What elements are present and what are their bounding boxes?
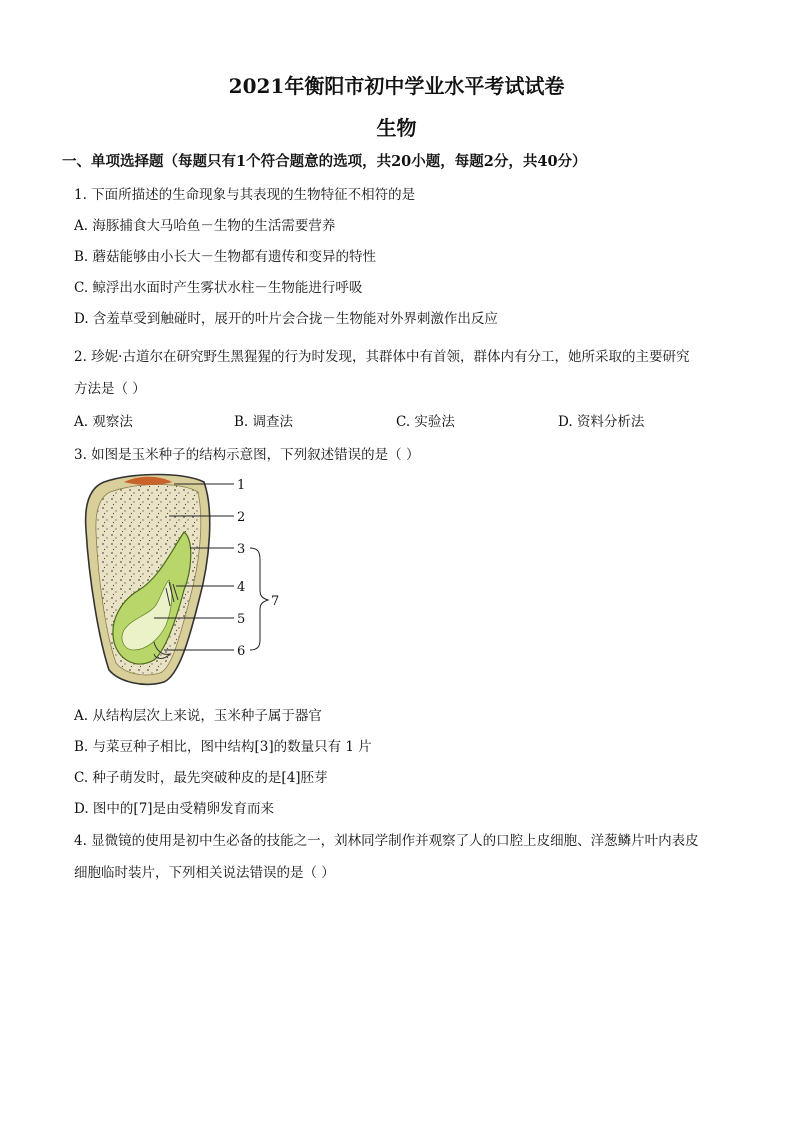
exam-title: 2021年衡阳市初中学业水平考试试卷 <box>228 74 565 98</box>
label-6: 6 <box>237 644 246 659</box>
question-1-option-a: A. 海豚捕食大马哈鱼－生物的生活需要营养 <box>74 218 336 234</box>
question-4-stem-line1: 4. 显微镜的使用是初中生必备的技能之一，刘林同学制作并观察了人的口腔上皮细胞、洋葱鳞片叶内表皮 <box>74 833 699 849</box>
question-2-option-d: D. 资料分析法 <box>558 414 645 430</box>
question-2-stem-line2: 方法是（ ） <box>74 381 146 397</box>
subject-title: 生物 <box>376 116 417 140</box>
label-4: 4 <box>237 580 246 595</box>
question-2-option-a: A. 观察法 <box>74 414 133 430</box>
question-1-option-c: C. 鲸浮出水面时产生雾状水柱－生物能进行呼吸 <box>74 280 363 296</box>
question-2-option-b: B. 调查法 <box>234 414 294 430</box>
corn-seed-diagram <box>74 470 294 695</box>
label-3: 3 <box>237 542 246 557</box>
question-3-stem: 3. 如图是玉米种子的结构示意图，下列叙述错误的是（ ） <box>74 447 420 463</box>
question-4-stem-line2: 细胞临时装片，下列相关说法错误的是（ ） <box>74 865 335 881</box>
section-heading: 一、单项选择题（每题只有1个符合题意的选项，共20小题，每题2分，共40分） <box>62 153 587 170</box>
label-7: 7 <box>271 594 280 609</box>
question-3-option-d: D. 图中的[7]是由受精卵发育而来 <box>74 801 275 817</box>
brace-7 <box>250 548 268 650</box>
question-3-option-c: C. 种子萌发时，最先突破种皮的是[4]胚芽 <box>74 770 328 786</box>
question-3-option-b: B. 与菜豆种子相比，图中结构[3]的数量只有 1 片 <box>74 739 372 755</box>
label-1: 1 <box>237 478 246 493</box>
question-2-stem-line1: 2. 珍妮·古道尔在研究野生黑猩猩的行为时发现，其群体中有首领，群体内有分工，她所采取的主要研究 <box>74 349 690 365</box>
question-1-option-b: B. 蘑菇能够由小长大－生物都有遗传和变异的特性 <box>74 249 377 265</box>
question-2-option-c: C. 实验法 <box>396 414 455 430</box>
label-2: 2 <box>237 510 246 525</box>
label-5: 5 <box>237 612 246 627</box>
question-3-option-a: A. 从结构层次上来说，玉米种子属于器官 <box>74 708 322 724</box>
question-1-option-d: D. 含羞草受到触碰时，展开的叶片会合拢－生物能对外界刺激作出反应 <box>74 311 498 327</box>
question-1-stem: 1. 下面所描述的生命现象与其表现的生物特征不相符的是 <box>74 187 416 203</box>
